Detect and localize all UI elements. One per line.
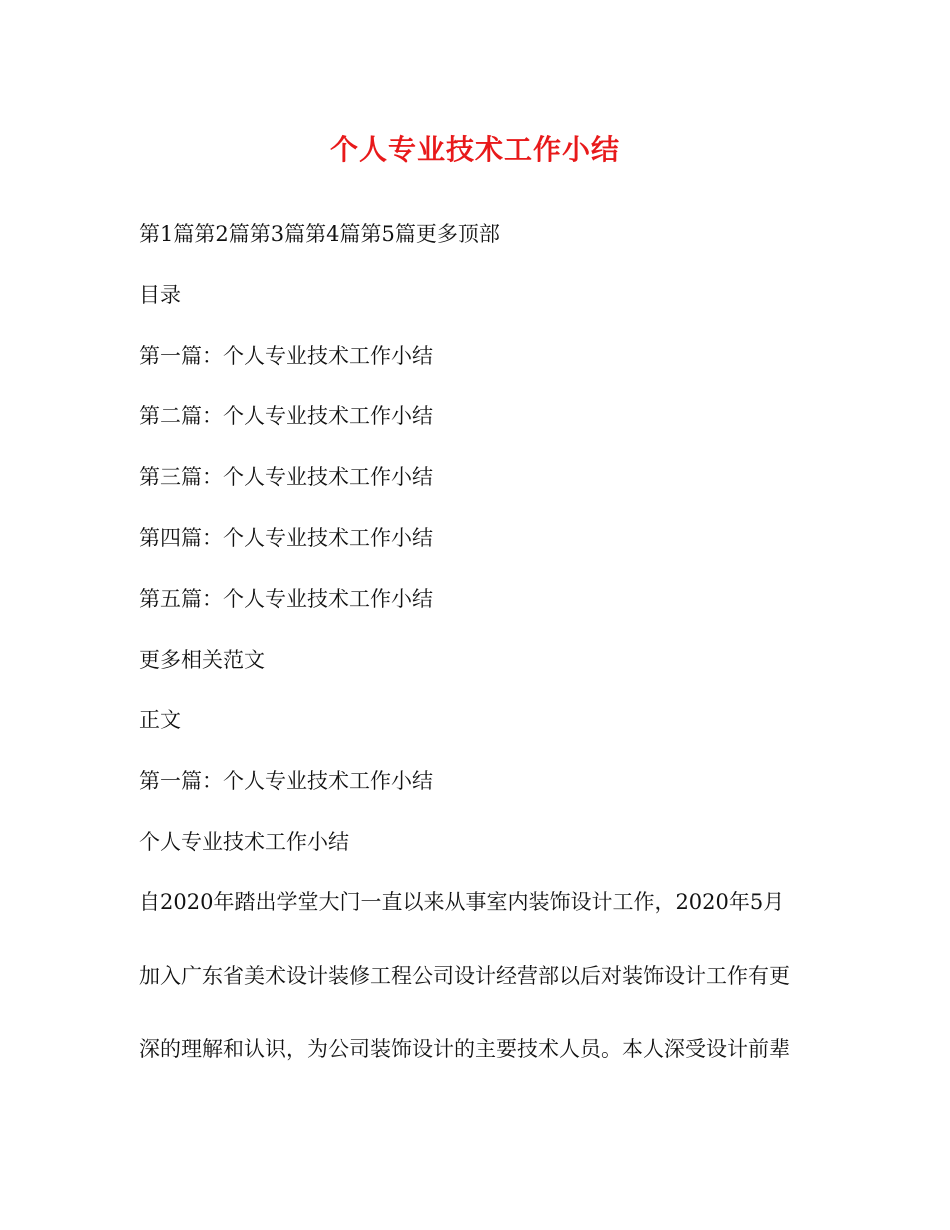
nav-link-article-4[interactable]: 第4篇 — [305, 222, 361, 246]
nav-link-more[interactable]: 更多 — [415, 222, 458, 246]
section-heading: 第一篇：个人专业技术工作小结 — [139, 769, 433, 793]
more-related-link[interactable]: 更多相关范文 — [139, 648, 265, 672]
section-subtitle: 个人专业技术工作小结 — [139, 830, 349, 854]
paragraph-line-3: 深的理解和认识，为公司装饰设计的主要技术人员。本人深受设计前辈 — [139, 1037, 790, 1061]
nav-link-article-2[interactable]: 第2篇 — [194, 222, 250, 246]
nav-link-article-3[interactable]: 第3篇 — [249, 222, 306, 246]
toc-item-3[interactable]: 第三篇：个人专业技术工作小结 — [139, 465, 433, 489]
nav-link-top[interactable]: 顶部 — [457, 222, 500, 246]
toc-item-4[interactable]: 第四篇：个人专业技术工作小结 — [139, 526, 433, 550]
document-title: 个人专业技术工作小结 — [329, 133, 620, 166]
nav-link-article-5[interactable]: 第5篇 — [360, 222, 416, 246]
article-nav — [139, 219, 500, 249]
nav-link-article-1[interactable]: 第1篇 — [139, 222, 195, 246]
body-heading: 正文 — [139, 708, 181, 732]
toc-item-2[interactable]: 第二篇：个人专业技术工作小结 — [139, 404, 433, 428]
paragraph-line-1: 自2020年踏出学堂大门一直以来从事室内装饰设计工作，2020年5月 — [139, 890, 785, 914]
paragraph-line-2: 加入广东省美术设计装修工程公司设计经营部以后对装饰设计工作有更 — [139, 964, 790, 988]
toc-item-5[interactable]: 第五篇：个人专业技术工作小结 — [139, 587, 433, 611]
toc-item-1[interactable]: 第一篇：个人专业技术工作小结 — [139, 344, 433, 368]
toc-heading: 目录 — [139, 283, 181, 307]
